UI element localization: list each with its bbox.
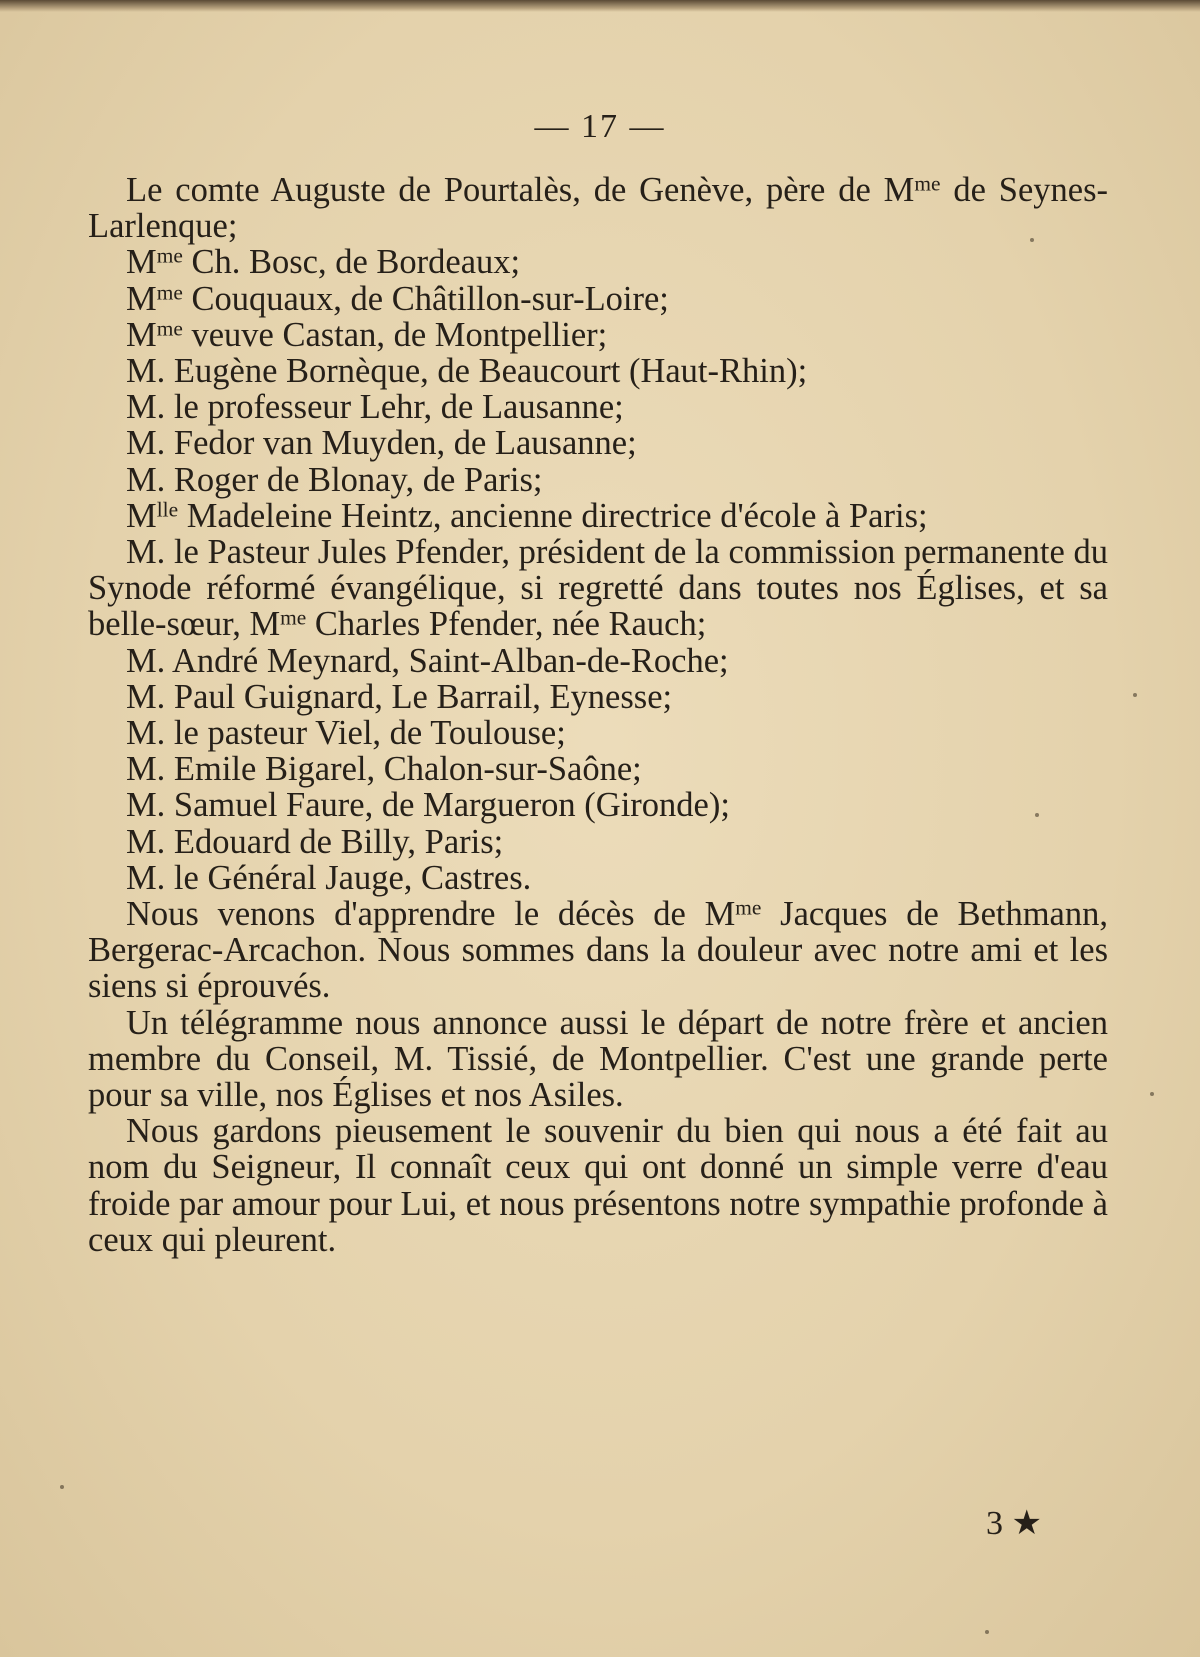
paper-speck	[1030, 238, 1034, 242]
paper-speck	[1150, 1092, 1154, 1096]
title-abbreviation: me	[280, 605, 307, 630]
text-run: M. le Général Jauge, Castres.	[126, 858, 532, 897]
list-entry	[88, 860, 1108, 896]
paper-speck	[60, 1485, 64, 1489]
text-run: M	[126, 243, 157, 282]
list-entry	[88, 244, 1108, 280]
list-entry	[88, 462, 1108, 498]
title-abbreviation: me	[735, 895, 762, 920]
list-entry	[88, 679, 1108, 715]
text-run: Jacques de Bethmann, Bergerac-Arcachon. Nous sommes dans la douleur avec notre ami et les siens si éprouvés.	[88, 895, 1108, 1006]
paper-speck	[1133, 693, 1137, 697]
list-entry	[88, 787, 1108, 823]
text-run: Nous gardons pieusement le souvenir du bien qui nous a été fait au nom du Seigneur, Il connaît ceux qui ont donné un simple verre d'eau froide par amour pour Lui, et nous présentons notre sympathie profonde à ceux qui pleurent.	[88, 1112, 1108, 1259]
text-run: de Seynes-Larlenque;	[88, 171, 1109, 246]
list-entry	[88, 643, 1108, 679]
list-entry	[88, 751, 1108, 787]
text-run: M	[126, 279, 157, 318]
paragraph	[88, 1005, 1108, 1114]
text-run: M	[126, 496, 157, 535]
title-abbreviation: me	[914, 171, 941, 196]
list-entry	[88, 715, 1108, 751]
text-run: M	[126, 315, 157, 354]
paragraph	[88, 172, 1108, 244]
text-run: Le comte Auguste de Pourtalès, de Genève, père de M	[126, 171, 915, 209]
paper-speck	[1035, 813, 1039, 817]
list-entry	[88, 353, 1108, 389]
text-run: M. le professeur Lehr, de Lausanne;	[126, 388, 624, 427]
text-run: M. Paul Guignard, Le Barrail, Eynesse;	[126, 677, 673, 716]
title-abbreviation: me	[156, 316, 183, 341]
text-run: M. Eugène Bornèque, de Beaucourt (Haut-Rhin);	[126, 352, 808, 391]
text-run: Ch. Bosc, de Bordeaux;	[182, 243, 521, 282]
text-run: M. Roger de Blonay, de Paris;	[126, 460, 543, 499]
paragraph	[88, 534, 1108, 643]
text-run: M. André Meynard, Saint-Alban-de-Roche;	[126, 641, 729, 680]
paragraph	[88, 498, 1108, 534]
text-run: Charles Pfender, née Rauch;	[306, 605, 707, 644]
paragraph	[88, 896, 1108, 1005]
paper-speck	[985, 1630, 989, 1634]
text-run: M. Edouard de Billy, Paris;	[126, 822, 504, 861]
text-run: M. le Pasteur Jules Pfender, président de la commission permanente du Synode réformé évangélique, si regretté dans toutes nos Églises, et sa belle-sœur, M	[88, 533, 1108, 644]
text-run: M. Emile Bigarel, Chalon-sur-Saône;	[126, 750, 642, 789]
list-entry	[88, 425, 1108, 461]
title-abbreviation: lle	[156, 497, 179, 522]
text-run: M. le pasteur Viel, de Toulouse;	[126, 714, 566, 753]
text-run: Un télégramme nous annonce aussi le départ de notre frère et ancien membre du Conseil, M. Tissié, de Montpellier. C'est une grande perte pour sa ville, nos Églises et nos Asiles.	[88, 1003, 1108, 1115]
list-entry	[88, 389, 1108, 425]
text-run: M. Samuel Faure, de Margueron (Gironde);	[126, 786, 730, 825]
list-entry	[88, 281, 1108, 317]
text-run: M. Fedor van Muyden, de Lausanne;	[126, 424, 637, 463]
list-entry	[88, 317, 1108, 353]
list-entry	[88, 824, 1108, 860]
text-run: Couquaux, de Châtillon-sur-Loire;	[182, 279, 669, 318]
paragraph	[88, 1113, 1108, 1258]
text-run: Madeleine Heintz, ancienne directrice d'école à Paris;	[178, 496, 928, 535]
text-run: veuve Castan, de Montpellier;	[182, 315, 608, 354]
title-abbreviation: me	[156, 243, 183, 268]
page-number: — 17 —	[534, 108, 666, 145]
text-run: Nous venons d'apprendre le décès de M	[126, 895, 736, 934]
title-abbreviation: me	[156, 279, 183, 304]
body-text	[88, 172, 1108, 1258]
page-top-edge	[0, 0, 1200, 12]
signature-mark: 3 ★	[986, 1505, 1042, 1542]
